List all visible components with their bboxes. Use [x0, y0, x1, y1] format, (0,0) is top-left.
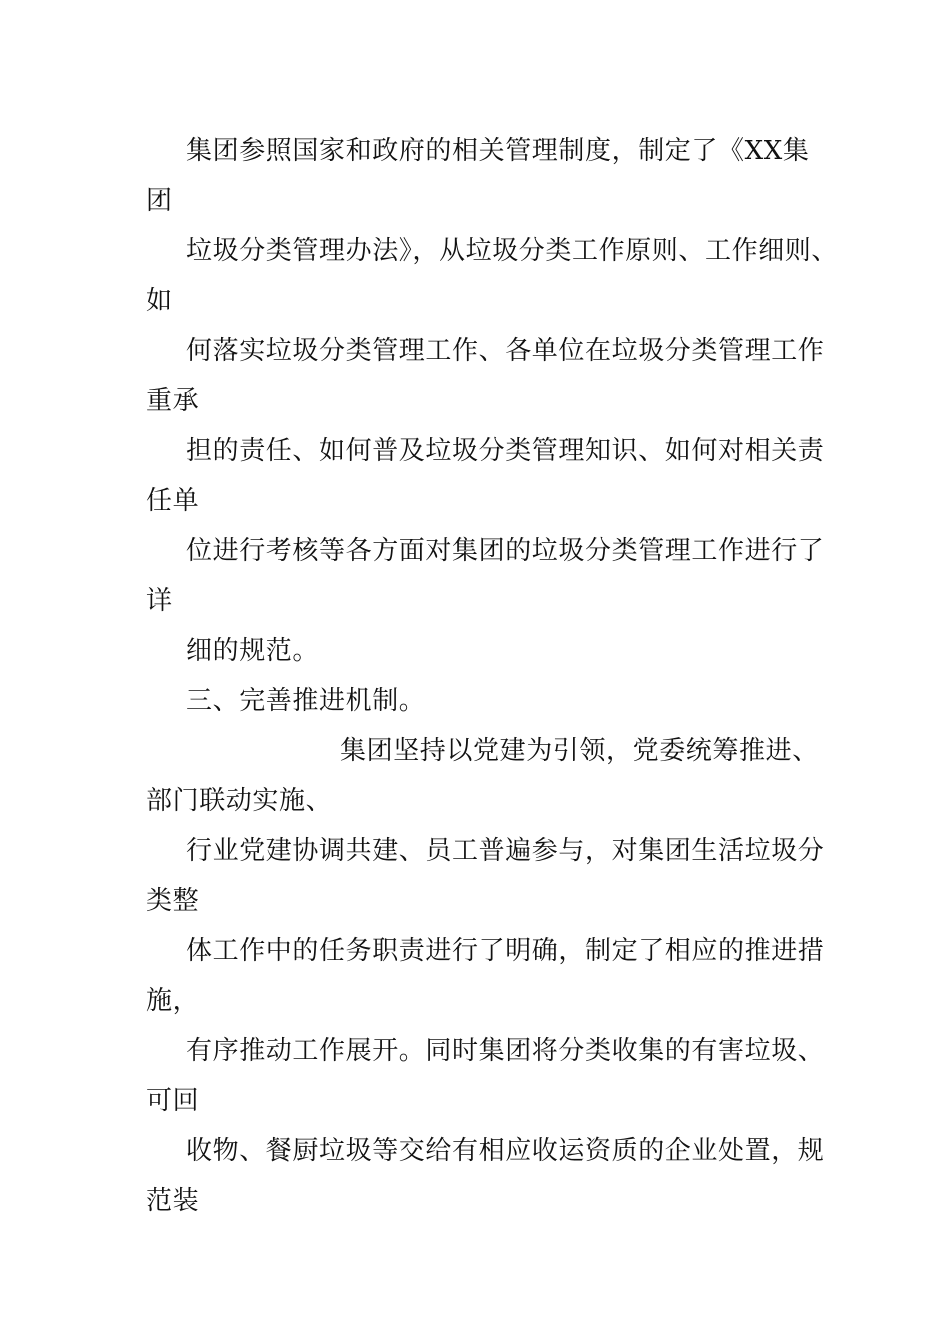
text-line: 何落实垃圾分类管理工作、各单位在垃圾分类管理工作 [186, 336, 825, 366]
section-heading: 三、完善推进机制。 [186, 686, 426, 716]
text-line: 垃圾分类管理办法》，从垃圾分类工作原则、工作细则、 [186, 236, 839, 266]
text-line: 施， [146, 986, 200, 1016]
text-line: 如 [146, 286, 173, 316]
text-line: 任单 [146, 486, 200, 516]
text-line: 类整 [146, 886, 200, 916]
text-line: 行业党建协调共建、员工普遍参与，对集团生活垃圾分 [186, 836, 825, 866]
text-line: 集团坚持以党建为引领，党委统筹推进、 [340, 736, 819, 766]
text-line: 体工作中的任务职责进行了明确，制定了相应的推进措 [186, 936, 825, 966]
text-line: 可回 [146, 1086, 200, 1116]
text-line: 团 [146, 186, 173, 216]
text-line: 部门联动实施、 [146, 786, 333, 816]
text-line: 收物、餐厨垃圾等交给有相应收运资质的企业处置，规 [186, 1136, 825, 1166]
text-line: 集团参照国家和政府的相关管理制度，制定了《XX集 [186, 136, 810, 166]
text-line: 重承 [146, 386, 200, 416]
text-line: 范装 [146, 1186, 200, 1216]
text-line: 细的规范。 [186, 636, 320, 666]
text-line: 位进行考核等各方面对集团的垃圾分类管理工作进行了 [186, 536, 825, 566]
text-line: 担的责任、如何普及垃圾分类管理知识、如何对相关责 [186, 436, 825, 466]
text-line: 有序推动工作展开。同时集团将分类收集的有害垃圾、 [186, 1036, 825, 1066]
text-line: 详 [146, 586, 173, 616]
